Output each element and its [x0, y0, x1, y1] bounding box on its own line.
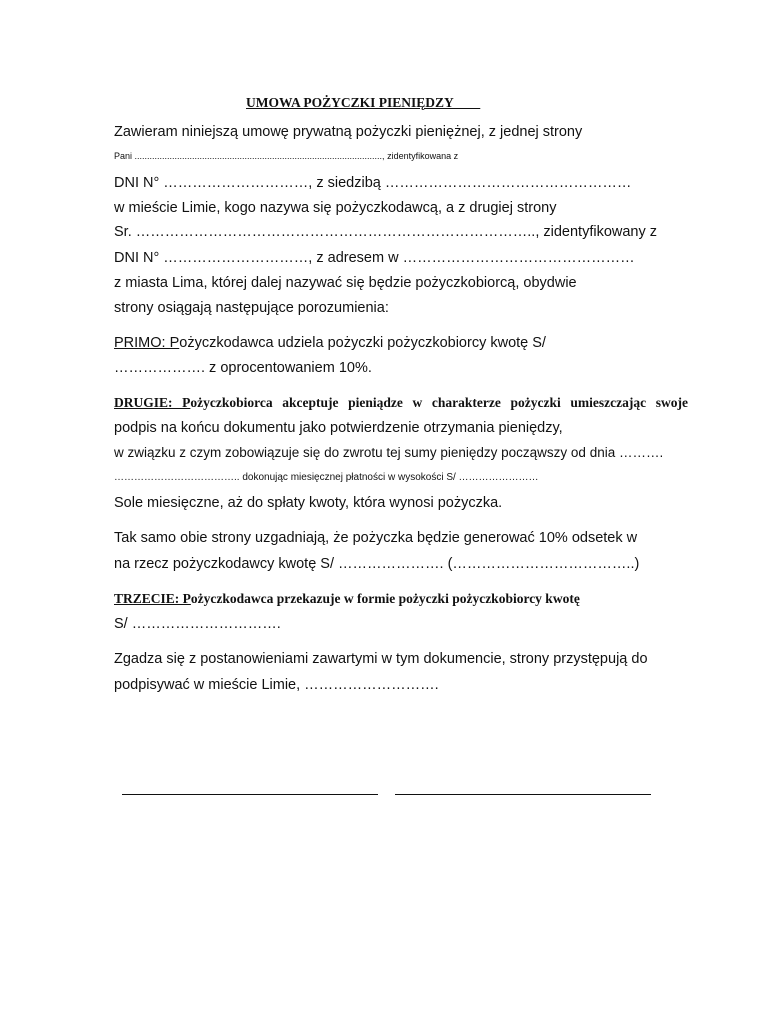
lender-name-line: Pani ..................................................................................................., zidentyfikowana z	[114, 151, 459, 161]
clause-drugie-line-4: ……………………………….. dokonując miesięcznej płatności w wysokości S/ ……………………	[114, 472, 539, 483]
document-title: UMOWA POŻYCZKI PIENIĘDZY	[246, 95, 481, 110]
clause-trzecie-line-2: S/ ………………………….	[114, 616, 281, 632]
clause-primo-text: ożyczkodawca udziela pożyczki pożyczkobiorcy kwotę S/	[179, 335, 546, 351]
borrower-signature-line	[395, 794, 651, 795]
interest-line-1: Tak samo obie strony uzgadniają, że pożyczka będzie generować 10% odsetek w	[114, 530, 638, 546]
clause-trzecie-text: ożyczkodawca przekazuje w formie pożyczki pożyczkobiorcy kwotę	[190, 591, 580, 606]
closing-line-1: Zgadza się z postanowieniami zawartymi w tym dokumencie, strony przystępują do	[114, 651, 648, 667]
interest-line-2: na rzecz pożyczkodawcy kwotę S/ …………………. (………………………………..)	[114, 556, 640, 572]
clause-trzecie-line-1	[114, 590, 580, 608]
borrower-name-line: Sr. ……………………………………………………………………….., zidentyfikowany z	[114, 224, 658, 240]
clause-primo-line-1	[114, 334, 546, 352]
clause-drugie-line-5: Sole miesięczne, aż do spłaty kwoty, która wynosi pożyczka.	[114, 495, 503, 511]
clause-drugie-text: ożyczkobiorca akceptuje pieniądze w charakterze pożyczki umieszczając swoje	[190, 395, 688, 410]
clause-drugie-line-2: podpis na końcu dokumentu jako potwierdzenie otrzymania pieniędzy,	[114, 420, 563, 436]
lender-signature-line	[122, 794, 378, 795]
borrower-id-line: DNI N° …………………………, z adresem w …………………………………………	[114, 250, 635, 266]
clause-drugie-line-3: w związku z czym zobowiązuje się do zwrotu tej sumy pieniędzy począwszy od dnia ……….	[114, 445, 664, 460]
lender-city-line: w mieście Limie, kogo nazywa się pożyczkodawcą, a z drugiej strony	[114, 200, 557, 216]
intro-line-1: Zawieram niniejszą umowę prywatną pożyczki pieniężnej, z jednej strony	[114, 124, 583, 140]
clause-drugie-line-1	[114, 394, 688, 412]
clause-primo-label: PRIMO: P	[114, 335, 180, 351]
clause-drugie-label: DRUGIE: P	[114, 395, 191, 410]
borrower-city-line: z miasta Lima, której dalej nazywać się będzie pożyczkobiorcą, obydwie	[114, 275, 577, 291]
clause-primo-line-2: ………………. z oprocentowaniem 10%.	[114, 360, 372, 376]
clause-trzecie-label: TRZECIE: P	[114, 591, 191, 606]
lender-id-line: DNI N° …………………………, z siedzibą ……………………………………………	[114, 175, 632, 191]
agreement-intro-line: strony osiągają następujące porozumienia:	[114, 300, 389, 316]
closing-line-2: podpisywać w mieście Limie, ……………………….	[114, 677, 439, 693]
